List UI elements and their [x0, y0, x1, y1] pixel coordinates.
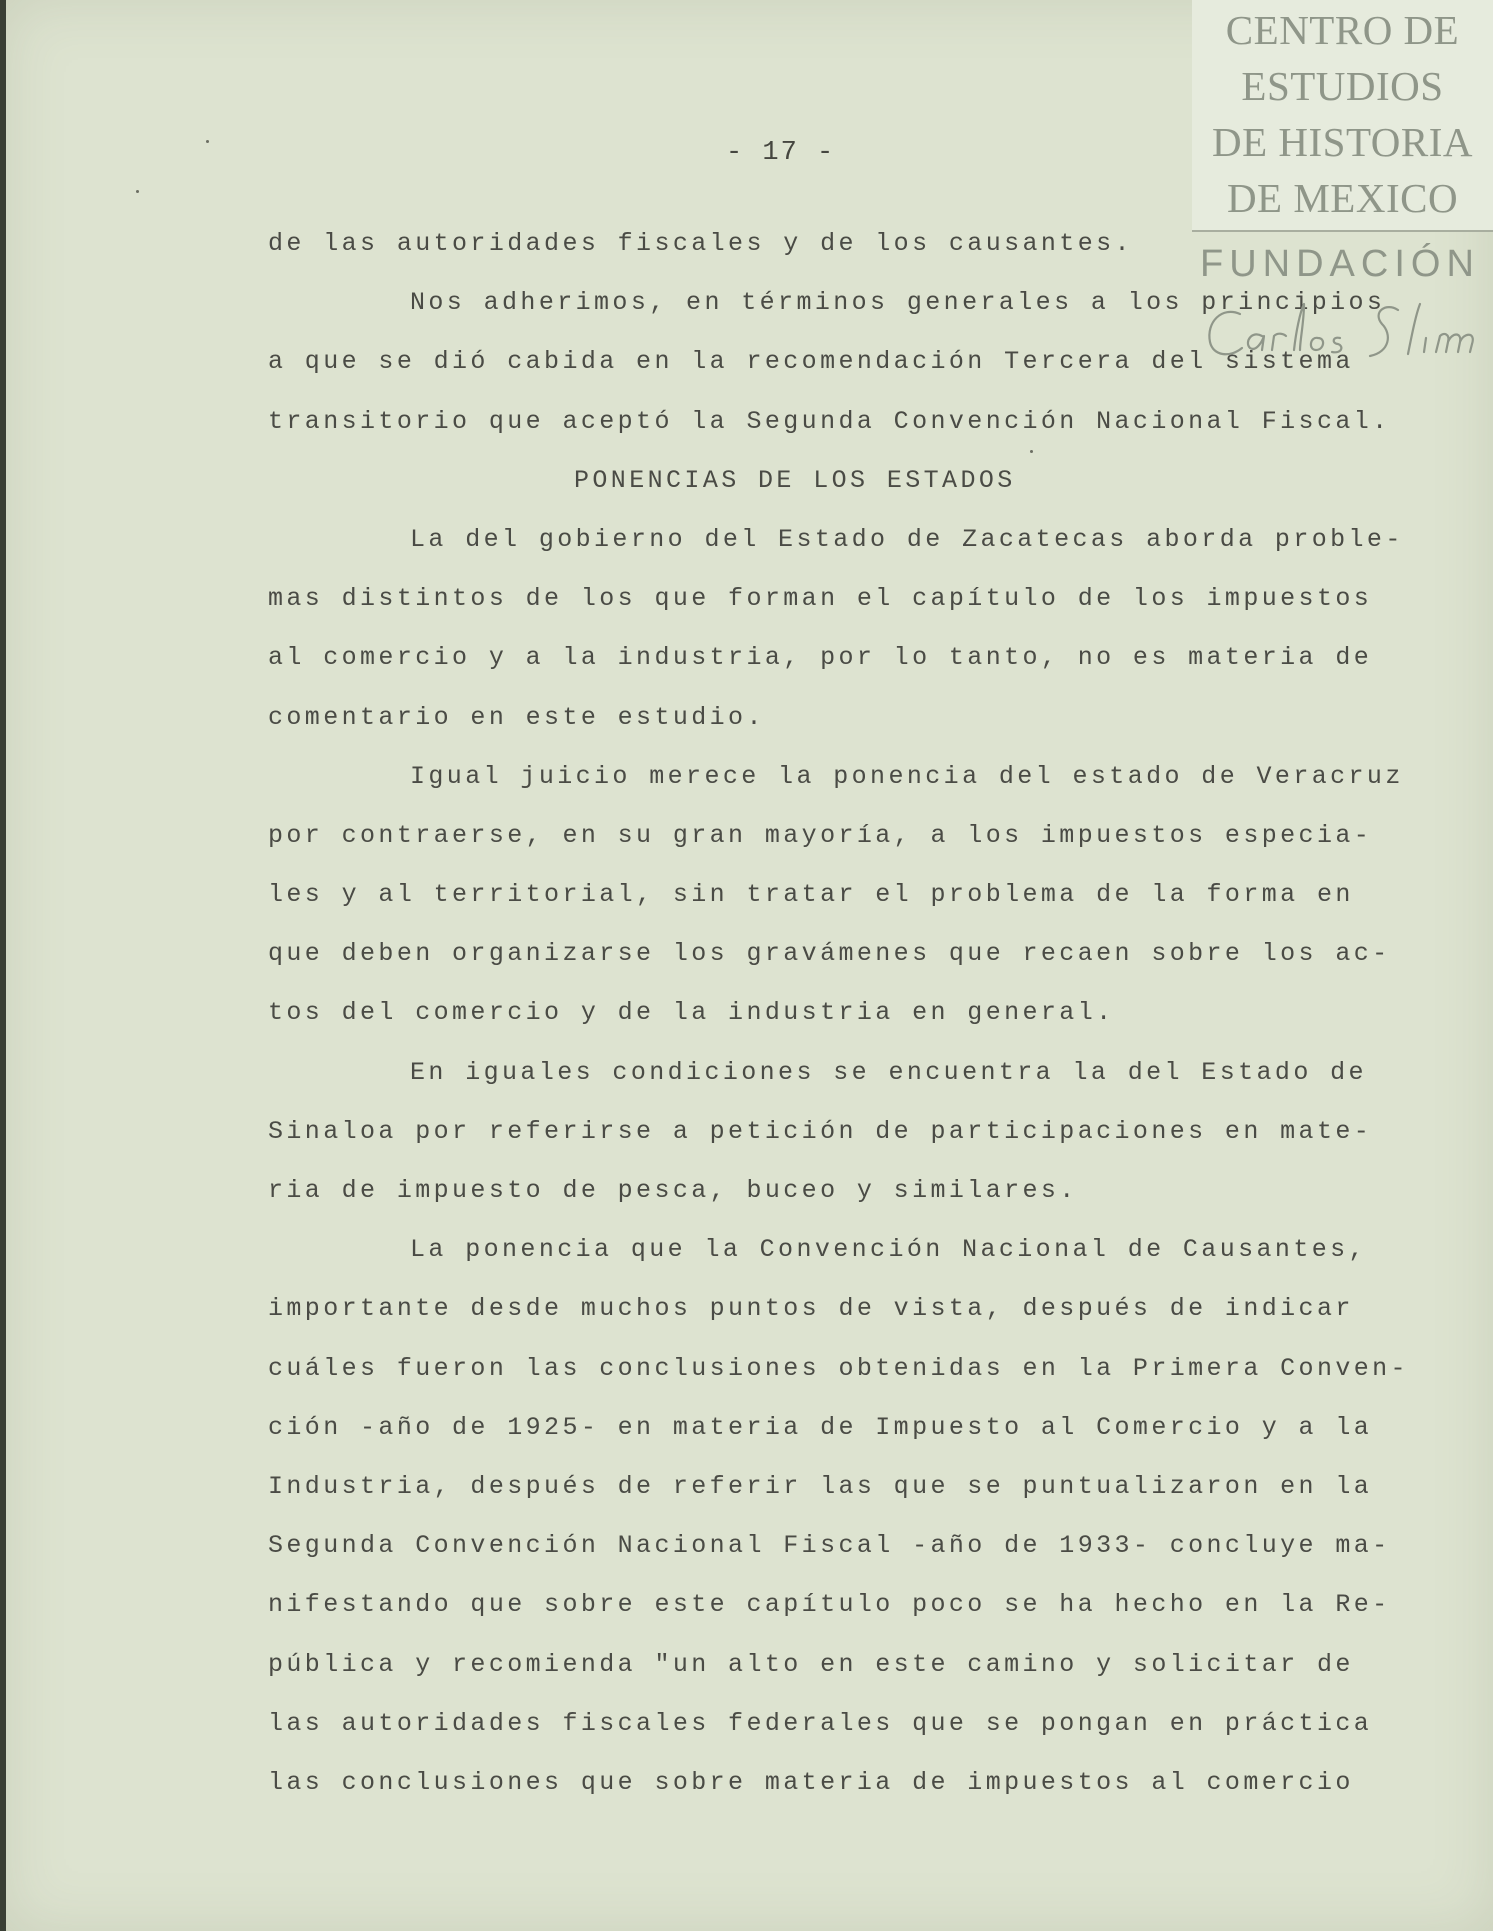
text-line: Igual juicio merece la ponencia del estado de Veracruz: [410, 761, 1404, 791]
watermark-line: ESTUDIOS: [1241, 63, 1444, 109]
text-line: importante desde muchos puntos de vista, después de indicar: [268, 1294, 1354, 1324]
text-line: de las autoridades fiscales y de los causantes.: [268, 229, 1133, 258]
document-page: [6, 0, 1493, 1931]
text-line: En iguales condiciones se encuentra la del Estado de: [410, 1057, 1367, 1087]
archive-watermark: [1192, 0, 1493, 232]
watermark-line: DE HISTORIA: [1212, 119, 1473, 165]
text-line: ria de impuesto de pesca, buceo y similares.: [268, 1176, 1078, 1205]
text-line: pública y recomienda "un alto en este camino y solicitar de: [268, 1649, 1354, 1679]
section-heading: PONENCIAS DE LOS ESTADOS: [574, 465, 1016, 495]
text-line: tos del comercio y de la industria en general.: [268, 998, 1115, 1028]
text-line: nifestando que sobre este capítulo poco se ha hecho en la Re-: [268, 1590, 1391, 1620]
text-line: mas distintos de los que forman el capítulo de los impuestos: [268, 584, 1373, 614]
text-line: las autoridades fiscales federales que se pongan en práctica: [268, 1708, 1373, 1738]
watermark-line: DE MEXICO: [1226, 175, 1459, 221]
text-line: comentario en este estudio.: [268, 702, 765, 732]
body-text: [268, 214, 1409, 1812]
text-line: Segunda Convención Nacional Fiscal -año de 1933- concluye ma-: [268, 1531, 1391, 1561]
paper-speck: [136, 190, 139, 193]
text-line: Sinaloa por referirse a petición de participaciones en mate-: [268, 1116, 1373, 1146]
page-number: - 17 -: [726, 138, 836, 168]
foundation-label: FUNDACIÓN: [1200, 243, 1480, 285]
text-line: Industria, después de referir las que se puntualizaron en la: [268, 1471, 1373, 1501]
text-line: transitorio que aceptó la Segunda Convención Nacional Fiscal.: [268, 406, 1391, 436]
watermark-divider: [1192, 230, 1493, 232]
text-line: ción -año de 1925- en materia de Impuesto al Comercio y a la: [268, 1412, 1373, 1442]
text-line: que deben organizarse los gravámenes que recaen sobre los ac-: [268, 939, 1391, 969]
watermark-line: CENTRO DE: [1225, 7, 1460, 53]
text-line: cuáles fueron las conclusiones obtenidas en la Primera Conven-: [268, 1353, 1409, 1383]
text-line: Nos adherimos, en términos generales a los principios: [410, 288, 1386, 318]
text-line: por contraerse, en su gran mayoría, a los impuestos especia-: [268, 820, 1373, 850]
signature-watermark: [1200, 292, 1490, 372]
text-line: La ponencia que la Convención Nacional de Causantes,: [410, 1235, 1367, 1265]
text-line: La del gobierno del Estado de Zacatecas aborda proble-: [410, 524, 1404, 554]
text-line: les y al territorial, sin tratar el problema de la forma en: [268, 880, 1354, 910]
text-line: al comercio y a la industria, por lo tanto, no es materia de: [268, 643, 1373, 673]
text-line: a que se dió cabida en la recomendación Tercera del sistema: [268, 347, 1354, 377]
paper-speck: [206, 140, 209, 143]
text-line: las conclusiones que sobre materia de impuestos al comercio: [268, 1767, 1354, 1797]
